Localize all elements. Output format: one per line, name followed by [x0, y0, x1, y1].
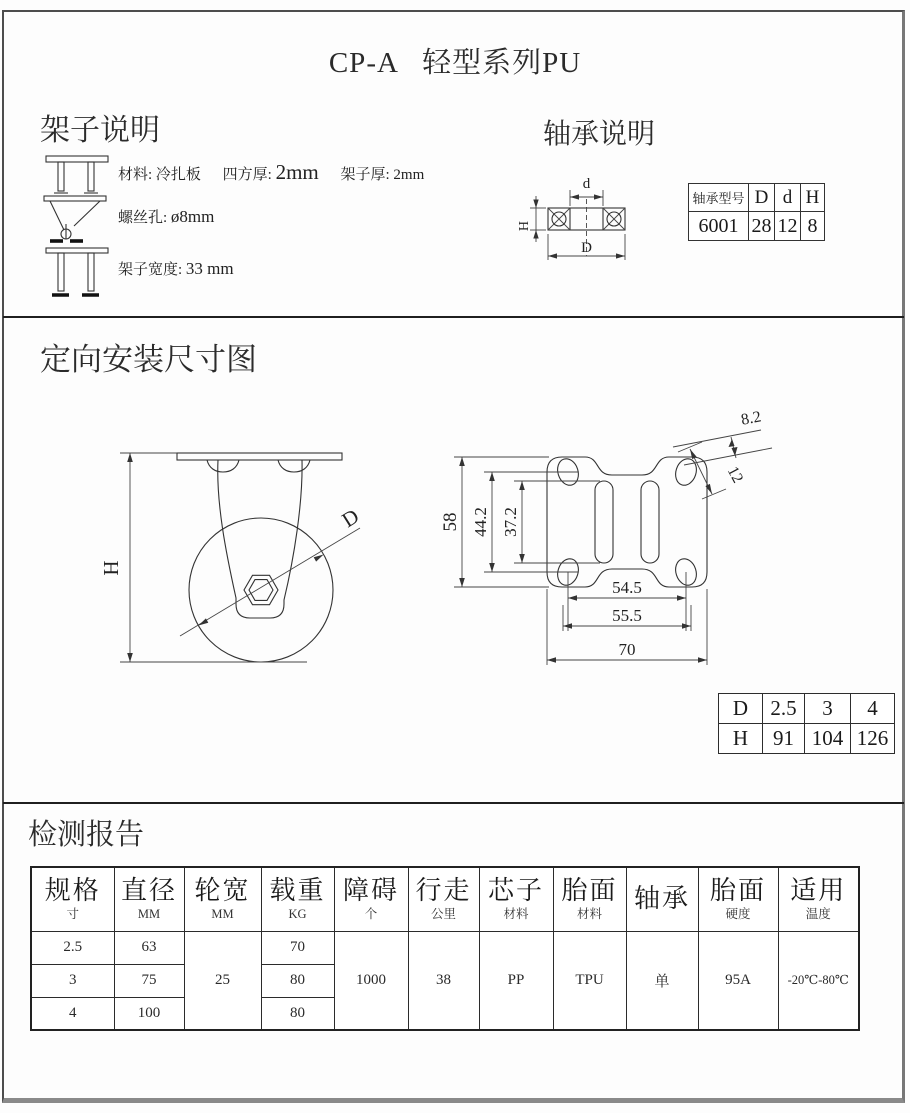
- report-heading: 检测报告: [28, 819, 145, 851]
- col-temperature-main: 适用: [790, 876, 847, 906]
- dh-size-table: [718, 693, 895, 754]
- plate-dim-8-2: 8.2: [739, 408, 763, 429]
- bearing-col-D: D: [749, 184, 775, 212]
- mounting-heading: 定向安装尺寸图: [40, 342, 257, 377]
- plate-dim-12: 12: [723, 463, 747, 486]
- col-core-sub: 材料: [503, 907, 529, 922]
- frame-thickness-label: 四方厚:: [222, 167, 272, 183]
- bearing-D-value: 28: [749, 212, 775, 241]
- col-load-sub: KG: [288, 907, 307, 922]
- page-title: CP-A 轻型系列PU: [328, 47, 582, 79]
- test-report-table: [30, 866, 860, 1031]
- dh-d-value-2: 3: [805, 694, 851, 724]
- bearing-col-H: H: [801, 184, 825, 212]
- section-divider-top: [3, 316, 904, 318]
- dh-row-h-label: H: [719, 724, 763, 754]
- diameter-75: 75: [114, 964, 184, 997]
- tread-material-value: TPU: [553, 931, 626, 1030]
- frame-width-icon: [44, 246, 110, 302]
- col-header-distance: [408, 867, 479, 931]
- temperature-value: -20℃-80℃: [778, 931, 859, 1030]
- col-hardness-sub: 硬度: [725, 907, 751, 922]
- col-header-temperature: [778, 867, 859, 931]
- col-diameter-sub: MM: [137, 907, 161, 922]
- frame-screw-icon: [42, 194, 108, 248]
- load-80-2: 80: [261, 997, 334, 1030]
- col-hardness-main: 胎面: [709, 876, 766, 906]
- dh-h-value-3: 126: [851, 724, 895, 754]
- col-header-obstacle: [334, 867, 408, 931]
- col-tread-main: 胎面: [561, 876, 618, 906]
- obstacle-value: 1000: [334, 931, 408, 1030]
- diameter-63: 63: [114, 931, 184, 964]
- plate-dim-54-5: 54.5: [612, 578, 642, 597]
- screw-hole-label: 螺丝孔:: [118, 210, 168, 226]
- frame-width-value: 33 mm: [185, 259, 234, 278]
- col-header-tread: [553, 867, 626, 931]
- dh-d-value-1: 2.5: [763, 694, 805, 724]
- plate-dim-55-5: 55.5: [612, 606, 642, 625]
- plate-top-view-drawing: [428, 405, 778, 710]
- plate-dim-58: 58: [440, 512, 461, 532]
- col-obstacle-sub: 个: [364, 907, 378, 922]
- section-divider-bottom: [3, 802, 904, 804]
- col-header-wheel-width: [184, 867, 261, 931]
- load-80: 80: [261, 964, 334, 997]
- core-material-value: PP: [479, 931, 553, 1030]
- col-header-core: [479, 867, 553, 931]
- col-temperature-sub: 温度: [805, 907, 831, 922]
- frame-screwhole-row: [118, 206, 214, 227]
- spec-3: 3: [31, 964, 114, 997]
- load-70: 70: [261, 931, 334, 964]
- bearing-type-value: 单: [626, 931, 698, 1030]
- frame-width-label: 架子宽度:: [118, 262, 183, 278]
- col-header-spec: [31, 867, 114, 931]
- report-row-1: [31, 931, 859, 964]
- bearing-H-value: 8: [801, 212, 825, 241]
- dh-h-value-2: 104: [805, 724, 851, 754]
- caster-side-view-drawing: [92, 428, 377, 705]
- bearing-col-model: 轴承型号: [689, 184, 749, 212]
- side-dim-H-label: H: [99, 560, 123, 576]
- col-diameter-main: 直径: [120, 876, 177, 906]
- col-wheel-width-main: 轮宽: [194, 876, 251, 906]
- distance-value: 38: [408, 931, 479, 1030]
- col-bearing-main: 轴承: [633, 884, 690, 914]
- frame-material-row: [118, 160, 424, 185]
- frame-notes-heading: 架子说明: [40, 114, 160, 147]
- col-header-load: [261, 867, 334, 931]
- plate-dim-37-2: 37.2: [501, 507, 520, 537]
- plate-dim-70: 70: [618, 640, 636, 659]
- frame-plate-icon: [44, 152, 110, 200]
- plate-dim-44-2: 44.2: [471, 507, 490, 537]
- col-load-main: 载重: [269, 876, 326, 906]
- bearing-dim-h-label: H: [517, 220, 532, 232]
- col-core-main: 芯子: [487, 876, 544, 906]
- spec-2-5: 2.5: [31, 931, 114, 964]
- bearing-dim-D-label: D: [581, 240, 592, 256]
- dh-d-value-3: 4: [851, 694, 895, 724]
- col-spec-sub: 寸: [66, 907, 79, 922]
- hardness-value: 95A: [698, 931, 778, 1030]
- bearing-diagram: [517, 168, 690, 283]
- col-header-diameter: [114, 867, 184, 931]
- col-distance-main: 行走: [415, 876, 472, 906]
- frame-material: 材料: 冷扎板: [118, 167, 201, 183]
- bearing-d-value: 12: [775, 212, 801, 241]
- bearing-model-value: 6001: [689, 212, 749, 241]
- spec-4: 4: [31, 997, 114, 1030]
- diameter-100: 100: [114, 997, 184, 1030]
- screw-hole-value: ø8mm: [170, 207, 215, 226]
- frame-plate-thickness: 架子厚: 2mm: [340, 167, 425, 183]
- col-header-bearing: [626, 867, 698, 931]
- col-spec-main: 规格: [44, 876, 101, 906]
- frame-width-row: [118, 258, 234, 279]
- col-wheel-width-sub: MM: [211, 907, 234, 922]
- col-header-hardness: [698, 867, 778, 931]
- col-tread-sub: 材料: [576, 907, 602, 922]
- bearing-notes-heading: 轴承说明: [543, 119, 656, 150]
- bearing-spec-table: [688, 183, 825, 241]
- bearing-col-d: d: [775, 184, 801, 212]
- side-dim-D-label: D: [337, 503, 364, 533]
- col-obstacle-main: 障碍: [342, 876, 399, 906]
- col-distance-sub: 公里: [430, 907, 456, 922]
- dh-row-d-label: D: [719, 694, 763, 724]
- wheel-width-value: 25: [184, 931, 261, 1030]
- dh-h-value-1: 91: [763, 724, 805, 754]
- frame-thickness-value: 2mm: [275, 160, 319, 184]
- bearing-dim-d-label: d: [582, 176, 591, 192]
